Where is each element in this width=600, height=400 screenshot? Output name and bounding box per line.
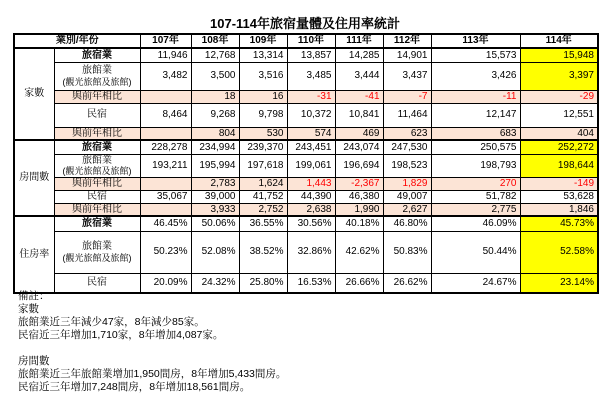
cell-negative: -41 (335, 90, 383, 103)
cell: 683 (431, 127, 520, 140)
cell: 13,857 (287, 48, 335, 62)
year-header: 108年 (191, 34, 239, 48)
table-row (14, 140, 598, 154)
cell-change: -2,367 (335, 177, 383, 190)
row-label: 與前年相比 (54, 203, 140, 216)
cell-highlighted: 15,948 (520, 48, 598, 62)
row-label: 與前年相比 (54, 90, 140, 103)
table-row (14, 62, 598, 90)
cell: 198,793 (431, 154, 520, 177)
cell: 16.53% (287, 273, 335, 293)
table-row (14, 48, 598, 62)
year-header: 110年 (287, 34, 335, 48)
cell: 46.09% (431, 216, 520, 231)
cell: 3,482 (140, 62, 191, 90)
cell: 32.86% (287, 231, 335, 273)
cell: 36.55% (239, 216, 287, 231)
cell: 10,372 (287, 103, 335, 127)
note-line: 旅館業近三年旅館業增加1,950間房，8年增加5,433間房。 (18, 368, 287, 380)
cell: 15,573 (431, 48, 520, 62)
year-header: 114年 (520, 34, 598, 48)
cell-highlighted: 52.58% (520, 231, 598, 273)
cell: 16 (239, 90, 287, 103)
row-label: 旅宿業 (54, 48, 140, 62)
cell-change: 1,829 (383, 177, 431, 190)
cell: 3,444 (335, 62, 383, 90)
cell-highlighted: 252,272 (520, 140, 598, 154)
cell: 42.62% (335, 231, 383, 273)
cell: 41,752 (239, 190, 287, 203)
cell: 574 (287, 127, 335, 140)
cell: 18 (191, 90, 239, 103)
cell: 199,061 (287, 154, 335, 177)
cell: 13,314 (239, 48, 287, 62)
table-row (14, 231, 598, 273)
cell: 239,370 (239, 140, 287, 154)
cell: 196,694 (335, 154, 383, 177)
cell: 243,074 (335, 140, 383, 154)
cell: 1,624 (239, 177, 287, 190)
cell: 250,575 (431, 140, 520, 154)
cell: 2,627 (383, 203, 431, 216)
row-label (54, 154, 140, 177)
cell: 39,000 (191, 190, 239, 203)
cell: 2,638 (287, 203, 335, 216)
cell: 46.80% (383, 216, 431, 231)
cell: 46.45% (140, 216, 191, 231)
table-row (14, 216, 598, 231)
year-header: 109年 (239, 34, 287, 48)
cell-change: 1,443 (287, 177, 335, 190)
cell: 404 (520, 127, 598, 140)
table-row (14, 190, 598, 203)
row-label: 與前年相比 (54, 177, 140, 190)
cell: 228,278 (140, 140, 191, 154)
cell: 9,268 (191, 103, 239, 127)
year-header: 113年 (431, 34, 520, 48)
cell: 2,752 (239, 203, 287, 216)
cell: 804 (191, 127, 239, 140)
cell-negative: -7 (383, 90, 431, 103)
cell (140, 127, 191, 140)
compare-row (14, 127, 598, 140)
cell: 26.66% (335, 273, 383, 293)
cell: 14,901 (383, 48, 431, 62)
cell: 24.67% (431, 273, 520, 293)
cell: 1,990 (335, 203, 383, 216)
compare-row (14, 177, 598, 190)
cell-negative: -11 (431, 90, 520, 103)
cell: 12,147 (431, 103, 520, 127)
cell: 50.06% (191, 216, 239, 231)
cell: 12,551 (520, 103, 598, 127)
row-label-line1: 旅館業 (82, 241, 112, 253)
footnotes (18, 290, 286, 394)
cell: 8,464 (140, 103, 191, 127)
cell: 3,516 (239, 62, 287, 90)
note-line: 民宿近三年增加7,248間房，8年增加18,561間房。 (18, 381, 251, 393)
cell: 53,628 (520, 190, 598, 203)
cell: 25.80% (239, 273, 287, 293)
year-header: 107年 (140, 34, 191, 48)
cell: 51,782 (431, 190, 520, 203)
cell: 49,007 (383, 190, 431, 203)
cell: 14,285 (335, 48, 383, 62)
year-header: 112年 (383, 34, 431, 48)
cell: 52.08% (191, 231, 239, 273)
cell: 247,530 (383, 140, 431, 154)
cell: 197,618 (239, 154, 287, 177)
header-row (14, 34, 598, 48)
cell: 40.18% (335, 216, 383, 231)
cell: 26.62% (383, 273, 431, 293)
row-label: 與前年相比 (54, 127, 140, 140)
row-label: 民宿 (54, 103, 140, 127)
row-label-line1: 旅館業 (82, 154, 112, 166)
cell: 234,994 (191, 140, 239, 154)
cell: 3,500 (191, 62, 239, 90)
cell-highlighted: 198,644 (520, 154, 598, 177)
group-label: 房間數 (14, 140, 54, 216)
row-label: 民宿 (54, 190, 140, 203)
note-line: 家數 (18, 303, 39, 315)
cell: 469 (335, 127, 383, 140)
cell: 530 (239, 127, 287, 140)
cell: 50.83% (383, 231, 431, 273)
cell: 198,523 (383, 154, 431, 177)
cell: 24.32% (191, 273, 239, 293)
year-header: 111年 (335, 34, 383, 48)
cell: 11,946 (140, 48, 191, 62)
cell: 3,437 (383, 62, 431, 90)
cell-negative: -31 (287, 90, 335, 103)
cell: 243,451 (287, 140, 335, 154)
cell: 20.09% (140, 273, 191, 293)
note-line: 民宿近三年增加1,710家，8年增加4,087家。 (18, 329, 224, 341)
cell: 12,768 (191, 48, 239, 62)
cell: 195,994 (191, 154, 239, 177)
cell: 3,485 (287, 62, 335, 90)
cell: 11,464 (383, 103, 431, 127)
cell-change: -149 (520, 177, 598, 190)
cell: 30.56% (287, 216, 335, 231)
cell: 38.52% (239, 231, 287, 273)
compare-row (14, 203, 598, 216)
row-label: 民宿 (54, 273, 140, 293)
row-label-line2: (觀光旅館及旅館) (62, 76, 132, 87)
table-row (14, 103, 598, 127)
note-line: 旅館業近三年減少47家，8年減少85家。 (18, 316, 205, 328)
row-label-line2: (觀光旅館及旅館) (62, 166, 132, 177)
note-line: 備註： (18, 290, 50, 302)
group-label: 住房率 (14, 216, 54, 293)
cell: 623 (383, 127, 431, 140)
cell: 35,067 (140, 190, 191, 203)
group-label: 家數 (14, 48, 54, 140)
cell: 3,933 (191, 203, 239, 216)
row-label (54, 62, 140, 90)
note-line-blank (18, 342, 286, 355)
cell: 2,783 (191, 177, 239, 190)
cell (140, 90, 191, 103)
cell-change: 270 (431, 177, 520, 190)
cell: 193,211 (140, 154, 191, 177)
cell-negative: -29 (520, 90, 598, 103)
cell: 46,380 (335, 190, 383, 203)
cell: 9,798 (239, 103, 287, 127)
cell: 1,846 (520, 203, 598, 216)
row-label-line2: (觀光旅館及旅館) (62, 252, 132, 263)
cell (140, 203, 191, 216)
row-label (54, 231, 140, 273)
corner-header: 業別/年份 (14, 34, 140, 48)
cell: 10,841 (335, 103, 383, 127)
row-label: 旅宿業 (54, 216, 140, 231)
row-label: 旅宿業 (54, 140, 140, 154)
cell: 50.44% (431, 231, 520, 273)
cell (140, 177, 191, 190)
note-line: 房間數 (18, 355, 50, 367)
cell-highlighted: 3,397 (520, 62, 598, 90)
statistics-table (13, 33, 599, 294)
cell-highlighted: 45.73% (520, 216, 598, 231)
cell-highlighted: 23.14% (520, 273, 598, 293)
cell: 3,426 (431, 62, 520, 90)
cell: 50.23% (140, 231, 191, 273)
table-row (14, 154, 598, 177)
page-title: 107-114年旅宿量體及住用率統計 (210, 16, 400, 31)
compare-row (14, 90, 598, 103)
cell: 2,775 (431, 203, 520, 216)
row-label-line1: 旅館業 (82, 65, 112, 77)
cell: 44,390 (287, 190, 335, 203)
